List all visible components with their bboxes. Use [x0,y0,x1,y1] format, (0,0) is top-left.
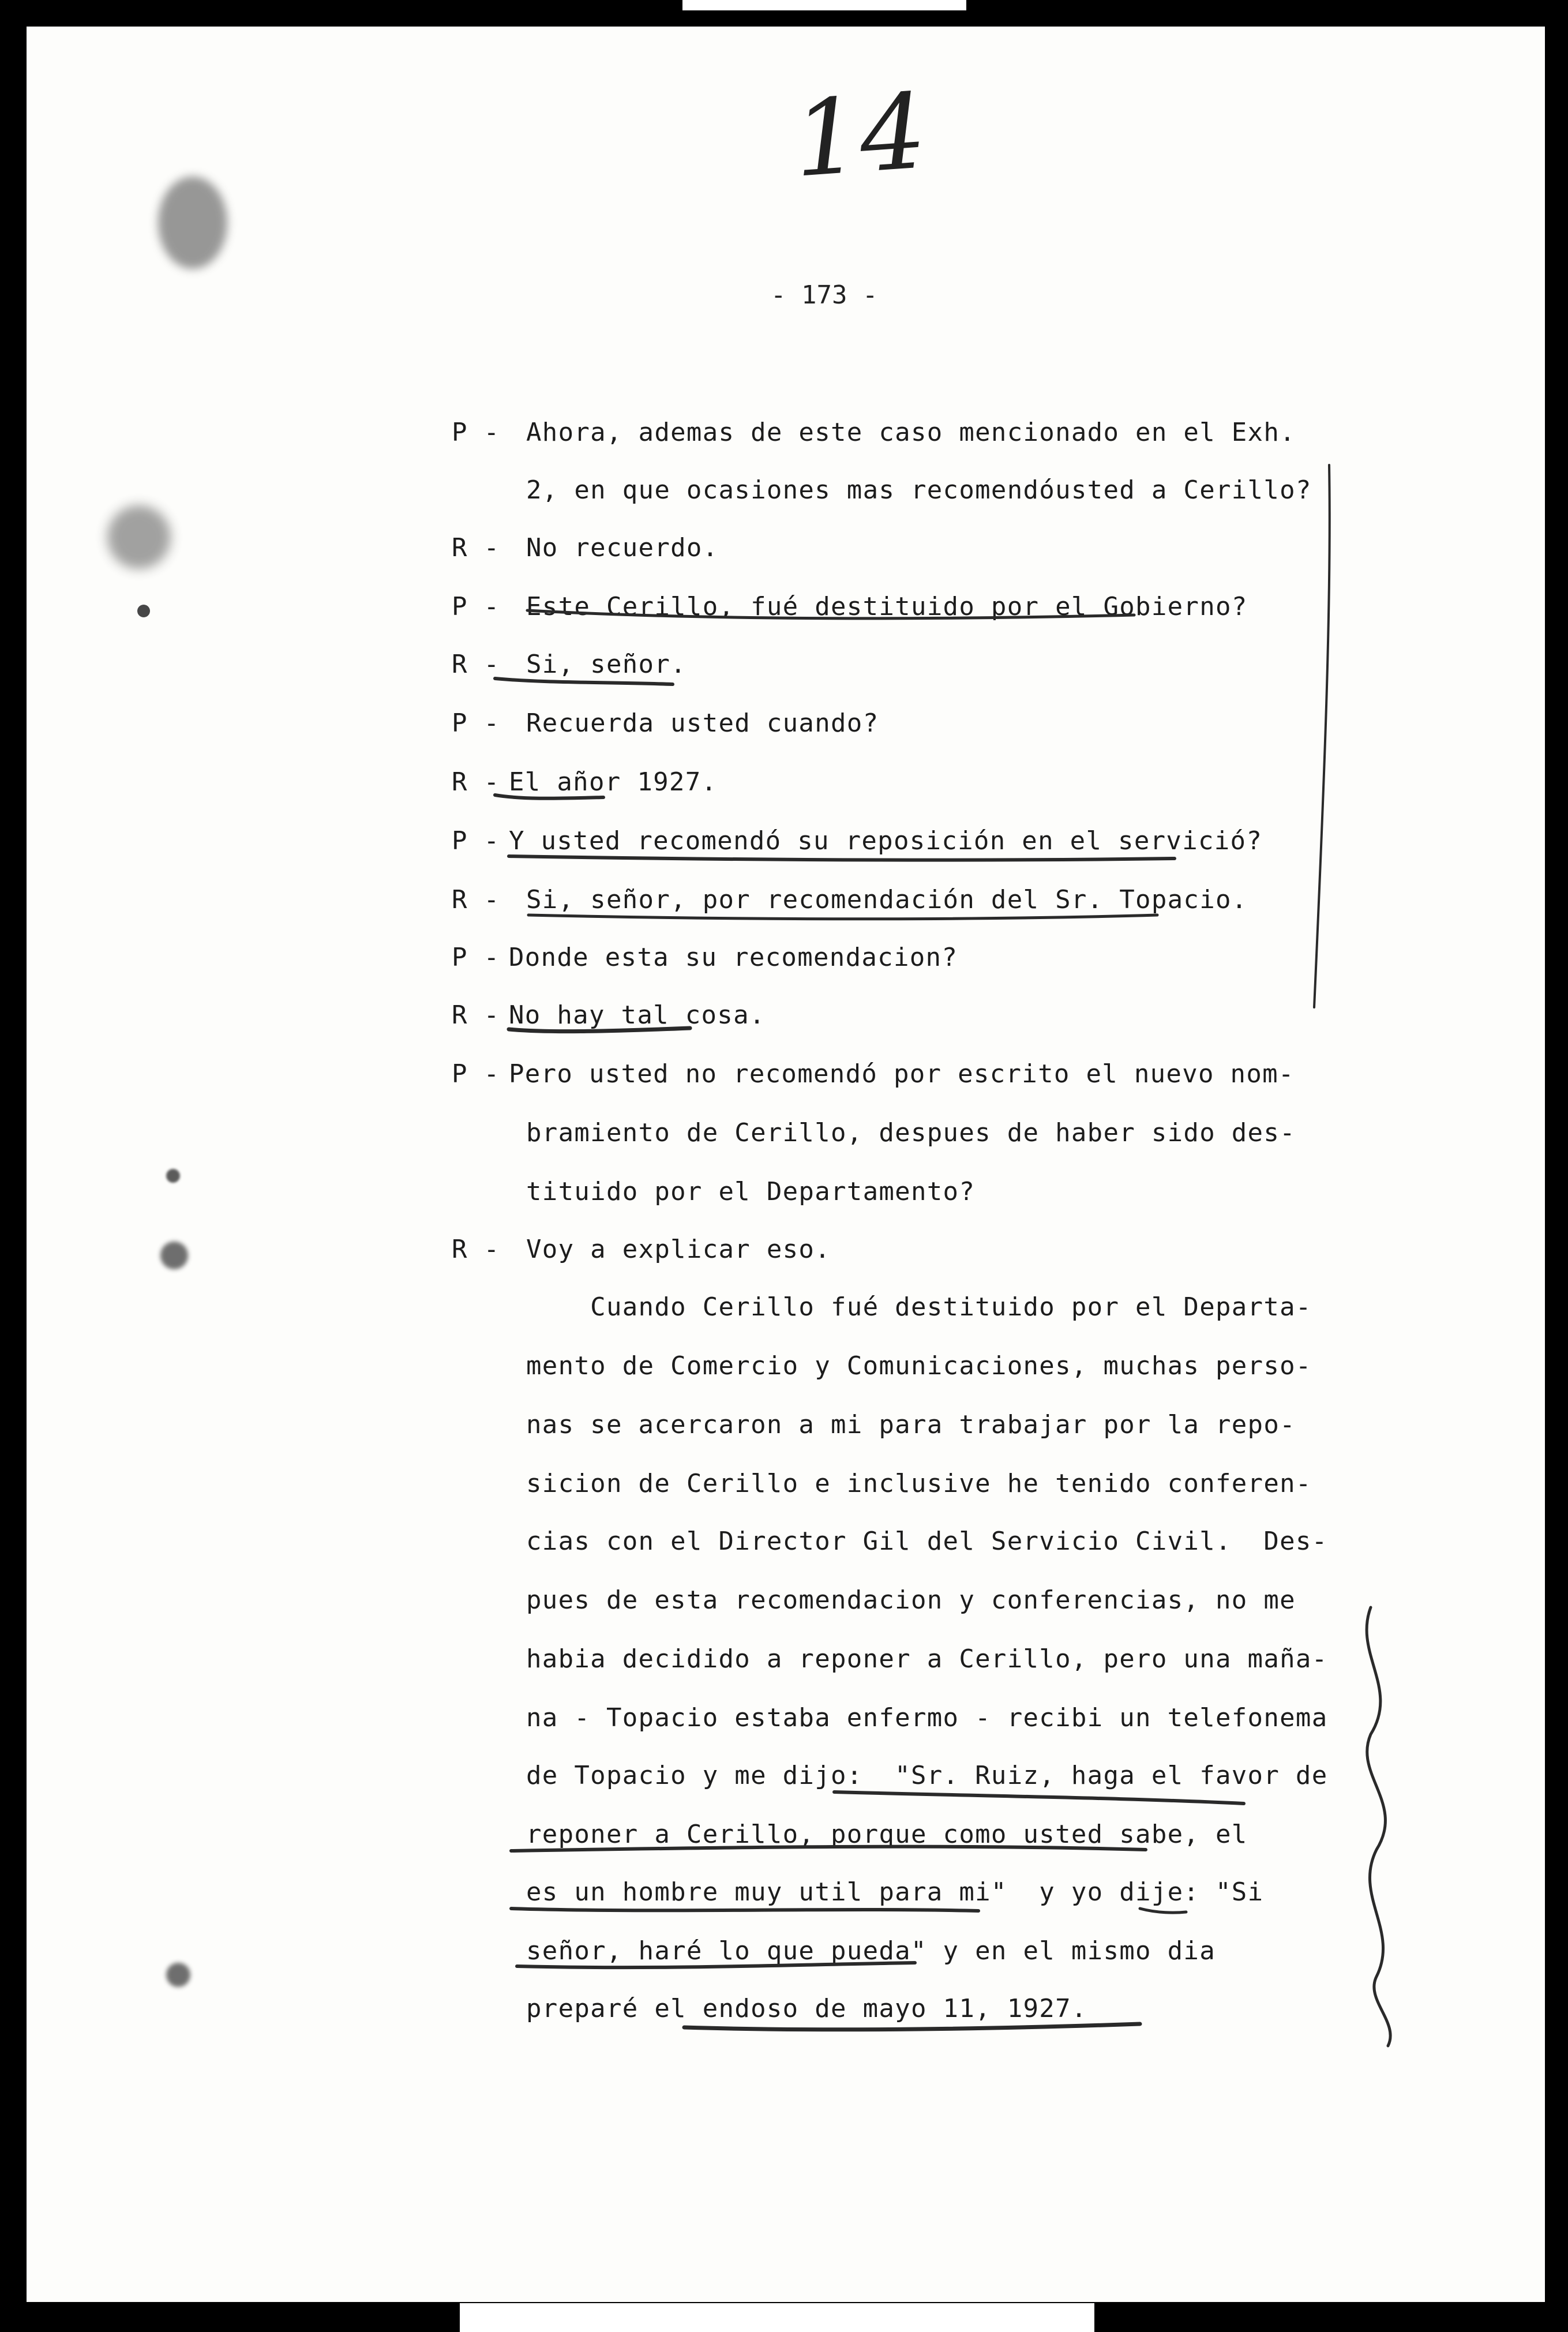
narrative-line: mento de Comercio y Comunicaciones, muchas perso- [526,1351,1312,1381]
narrative-line: señor, haré lo que pueda" y en el mismo dia [526,1936,1216,1966]
speaker-label: P - [452,592,500,621]
scan-edge-top [682,0,966,10]
ink-smudge [107,505,171,569]
line-text: Recuerda usted cuando? [526,708,879,738]
page-number: - 173 - [771,280,878,310]
line-text: Ahora, ademas de este caso mencionado en el Exh. [526,418,1296,447]
speaker-label: P - [452,418,500,447]
speaker-label: R - [452,885,500,914]
speaker-label: R - [452,533,500,563]
line-text: tituido por el Departamento? [526,1177,976,1206]
transcript-body [27,27,1545,2302]
ink-smudge [160,1242,188,1269]
line-text: Voy a explicar eso. [526,1235,831,1264]
line-text: Si, señor, por recomendación del Sr. Topacio. [526,885,1248,914]
line-text: Donde esta su recomendacion? [509,943,958,972]
ink-smudge [166,1963,190,1987]
line-text: bramiento de Cerillo, despues de haber sido des- [526,1118,1296,1148]
narrative-line: na - Topacio estaba enfermo - recibi un telefonema [526,1703,1328,1733]
speaker-label: R - [452,767,500,797]
line-text: Pero usted no recomendó por escrito el nuevo nom- [509,1059,1295,1089]
speaker-label: P - [452,708,500,738]
ink-dot [166,1169,180,1183]
speaker-label: R - [452,1000,500,1030]
narrative-line: cias con el Director Gil del Servicio Civil. Des- [526,1527,1328,1556]
line-text: 2, en que ocasiones mas recomendóusted a Cerillo? [526,475,1312,505]
narrative-line: reponer a Cerillo, porque como usted sabe, el [526,1820,1248,1849]
speaker-label: P - [452,943,500,972]
narrative-line: habia decidido a reponer a Cerillo, pero una maña- [526,1644,1328,1674]
line-text: No hay tal cosa. [509,1000,766,1030]
scan-edge-bottom [460,2303,1094,2332]
narrative-line: pues de esta recomendacion y conferencias, no me [526,1585,1296,1615]
narrative-line: de Topacio y me dijo: "Sr. Ruiz, haga el favor de [526,1761,1328,1790]
line-text: El añor 1927. [509,767,718,797]
speaker-label: R - [452,650,500,679]
narrative-line: Cuando Cerillo fué destituido por el Departa- [526,1292,1312,1322]
line-text: Y usted recomendó su reposición en el servició? [509,826,1263,856]
speaker-label: P - [452,826,500,856]
narrative-line: preparé el endoso de mayo 11, 1927. [526,1994,1087,2023]
line-text: Este Cerillo, fué destituido por el Gobierno? [526,592,1248,621]
line-text: Si, señor. [526,650,687,679]
handwritten-folio-number: 14 [789,71,931,201]
ink-smudge [158,177,227,269]
speaker-label: P - [452,1059,500,1089]
document-page [27,27,1545,2302]
narrative-line: es un hombre muy util para mi" y yo dije: "Si [526,1877,1264,1907]
ink-dot [137,605,150,617]
narrative-line: sicion de Cerillo e inclusive he tenido conferen- [526,1469,1312,1498]
speaker-label: R - [452,1235,500,1264]
line-text: No recuerdo. [526,533,719,563]
narrative-line: nas se acercaron a mi para trabajar por la repo- [526,1410,1296,1439]
